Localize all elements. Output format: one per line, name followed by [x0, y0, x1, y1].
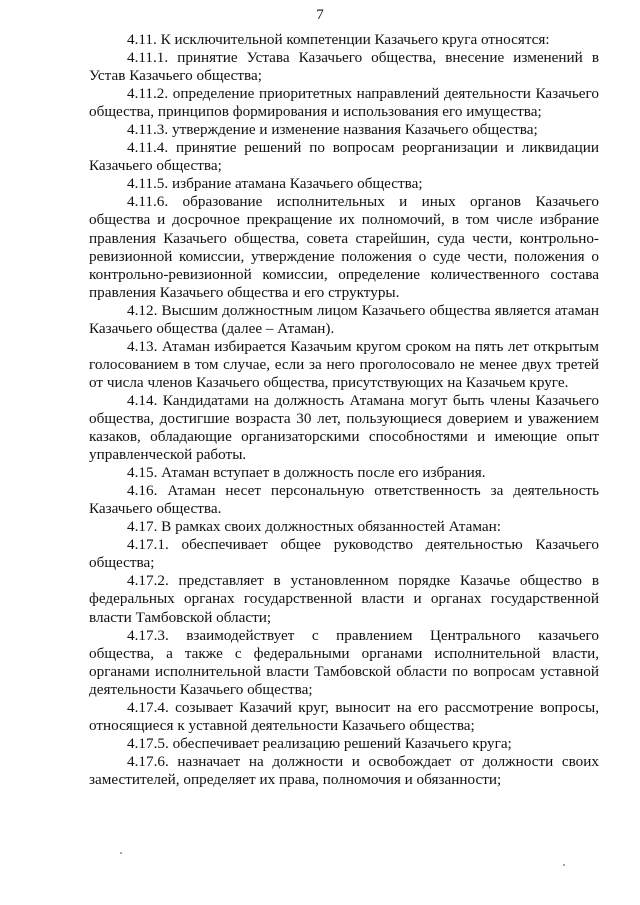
- paragraph-4-13: 4.13. Атаман избирается Казачьим кругом сроком на пять лет открытым голосованием в том случае, если за него проголосовало не менее двух третей от числа членов Казачьего общества, присутствующих на Казачьем круге.: [89, 337, 599, 391]
- paragraph-4-14: 4.14. Кандидатами на должность Атамана могут быть члены Казачьего общества, достигшие возраста 30 лет, пользующиеся доверием и уважением казаков, обладающие организаторскими способностями и имеющие опыт управленческой работы.: [89, 391, 599, 464]
- paragraph-4-11-5: 4.11.5. избрание атамана Казачьего общества;: [127, 175, 423, 193]
- document-body: [89, 31, 599, 789]
- paragraph-4-11-6: 4.11.6. образование исполнительных и иных органов Казачьего общества и досрочное прекращение их полномочий, в том числе избрание правления Казачьего общества, совета старейшин, суда чести, контрольно-ревизионной комиссии, утверждение положения о суде чести, положения о контрольно-ревизионной комиссии, определение количественного состава правления Казачьего общества и его структуры.: [89, 193, 599, 301]
- paragraph-4-16: 4.16. Атаман несет персональную ответственность за деятельность Казачьего общества.: [89, 482, 599, 518]
- paragraph-4-17-5: 4.17.5. обеспечивает реализацию решений Казачьего круга;: [127, 734, 512, 752]
- paragraph-4-11-3: 4.11.3. утверждение и изменение названия Казачьего общества;: [127, 121, 538, 139]
- paragraph-4-17-2: 4.17.2. представляет в установленном порядке Казачье общество в федеральных органах государственной власти и органах государственной власти Тамбовской области;: [89, 572, 599, 626]
- paragraph-4-11-2: 4.11.2. определение приоритетных направлений деятельности Казачьего общества, принципов формирования и использования его имущества;: [89, 85, 599, 121]
- paragraph-4-15: 4.15. Атаман вступает в должность после его избрания.: [127, 464, 486, 482]
- paragraph-4-11: 4.11. К исключительной компетенции Казачьего круга относятся:: [127, 31, 550, 48]
- paragraph-4-17-1: 4.17.1. обеспечивает общее руководство деятельностью Казачьего общества;: [89, 536, 599, 572]
- paragraph-4-17-4: 4.17.4. созывает Казачий круг, выносит на его рассмотрение вопросы, относящиеся к уставной деятельности Казачьего общества;: [89, 698, 599, 734]
- paragraph-4-11-1: 4.11.1. принятие Устава Казачьего общества, внесение изменений в Устав Казачьего общества;: [89, 49, 599, 85]
- paragraph-4-12: 4.12. Высшим должностным лицом Казачьего общества является атаман Казачьего общества (далее – Атаман).: [89, 301, 599, 337]
- paragraph-4-17-6: 4.17.6. назначает на должности и освобождает от должности своих заместителей, определяет их права, полномочия и обязанности;: [89, 752, 599, 788]
- page-number: 7: [316, 7, 324, 23]
- paragraph-4-17: 4.17. В рамках своих должностных обязанностей Атаман:: [127, 518, 501, 536]
- scan-speck: [120, 852, 122, 854]
- scan-speck: [563, 864, 565, 866]
- paragraph-4-17-3: 4.17.3. взаимодействует с правлением Центрального казачьего общества, а также с федеральными органами исполнительной власти, органами исполнительной власти Тамбовской области по вопросам уставной деятельности Казачьего общества;: [89, 626, 599, 698]
- paragraph-4-11-4: 4.11.4. принятие решений по вопросам реорганизации и ликвидации Казачьего общества;: [89, 139, 599, 175]
